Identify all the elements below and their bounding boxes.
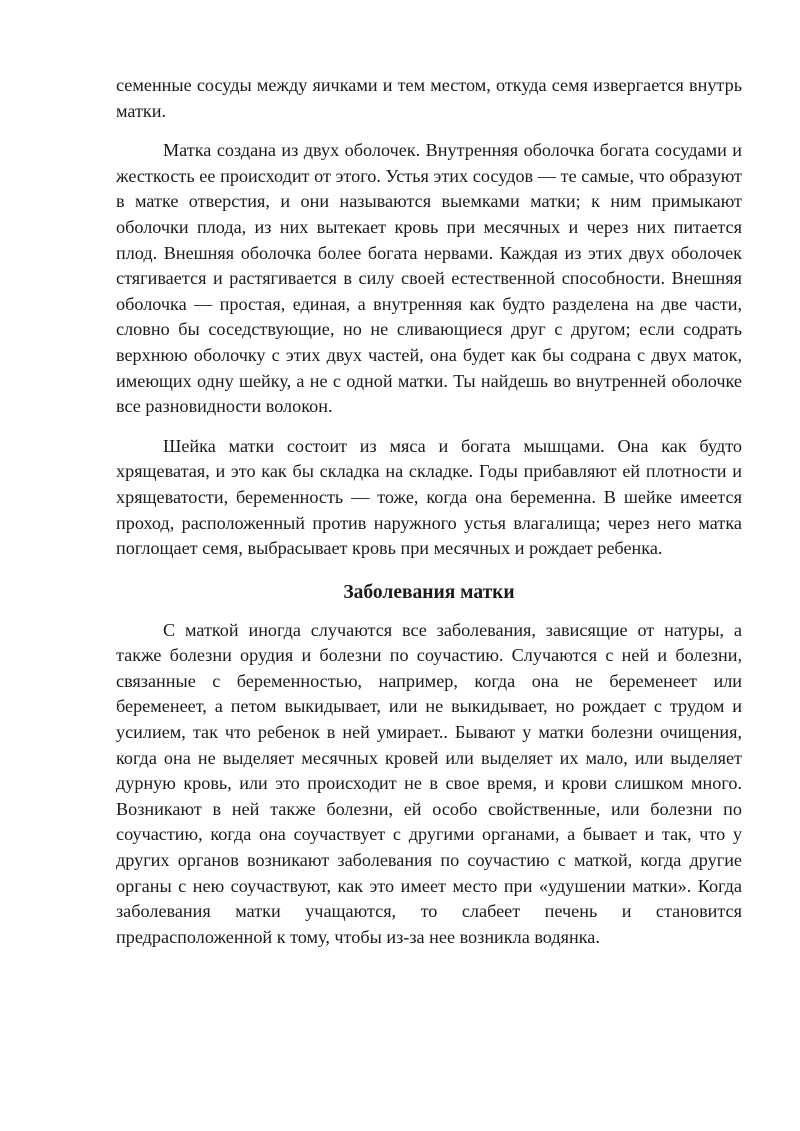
paragraph-cervix: Шейка матки состоит из мяса и богата мышцами. Она как будто хрящеватая, и это как бы складка на складке. Годы прибавляют ей плотности и хрящеватости, беременность — тоже, когда она беременна. В шейке имеется проход, расположенный против наружного устья влагалища; через него матка поглощает семя, выбрасывает кровь при месячных и рождает ребенка.	[116, 435, 742, 559]
paragraph-continuation: семенные сосуды между яичками и тем местом, откуда семя извергается внутрь матки.	[116, 75, 742, 121]
section-heading: Заболевания матки	[343, 581, 515, 603]
paragraph-uterus-membranes: Матка создана из двух оболочек. Внутренняя оболочка богата сосудами и жесткость ее происходит от этого. Устья этих сосудов — те самые, что образуют в матке отверстия, и они называются выемками матки; к ним примыкают оболочки плода, из них вытекает кровь при месячных и через них питается плод. Внешняя оболочка более богата нервами. Каждая из этих двух оболочек стягивается и растягивается в силу своей естественной способности. Внешняя оболочка — простая, единая, а внутренняя как будто разделена на две части, словно бы соседствующие, но не сливающиеся друг с другом; если содрать верхнюю оболочку с этих двух частей, она будет как бы содрана с двух маток, имеющих одну шейку, а не с одной матки. Ты найдешь во внутренней оболочке все разновидности волокон.	[116, 140, 742, 417]
document-page	[116, 73, 742, 950]
paragraph-uterus-diseases: С маткой иногда случаются все заболевания, зависящие от натуры, а также болезни орудия и болезни по соучастию. Случаются с ней и болезни, связанные с беременностью, например, когда она не беременеет или беременеет, а петом выкидывает, или не выкидывает, но рождает с трудом и усилием, так что ребенок в ней умирает.. Бывают у матки болезни очищения, когда она не выделяет месячных кровей или выделяет их мало, или выделяет дурную кровь, или это происходит не в свое время, и крови слишком много. Возникают в ней также болезни, ей особо свойственные, или болезни по соучастию, когда она соучаствует с другими органами, а бывает и так, что у других органов возникают заболевания по соучастию с маткой, когда другие органы с нею соучаствуют, как это имеет место при «удушении матки». Когда заболевания матки учащаются, то слабеет печень и становится предрасположенной к тому, чтобы из-за нее возникла водянка.	[116, 619, 742, 947]
